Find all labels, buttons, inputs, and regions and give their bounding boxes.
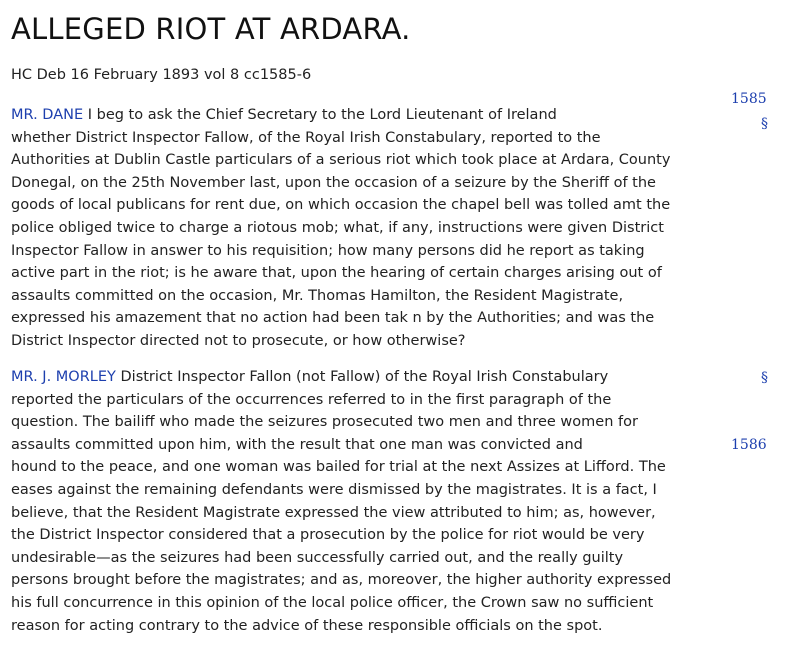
speech-line: MR. J. MORLEY District Inspector Fallon (not Fallow) of the Royal Irish Constabulary: [11, 369, 609, 385]
speech-line: assaults committed upon him, with the result that one man was convicted and: [11, 436, 583, 453]
speech-line: District Inspector directed not to prosecute, or how otherwise?: [11, 332, 466, 349]
speaker-link-morley[interactable]: MR. J. MORLEY: [11, 369, 116, 385]
speech-line: persons brought before the magistrates; and as, moreover, the higher authority expressed: [11, 572, 672, 589]
speech-line: police obliged twice to charge a riotous mob; what, if any, instructions were given District: [11, 219, 664, 236]
speech-line: whether District Inspector Fallow, of the Royal Irish Constabulary, reported to the: [11, 129, 601, 146]
speech-line: question. The bailiff who made the seizures prosecuted two men and three women for: [11, 414, 638, 431]
speech-line: the District Inspector considered that a prosecution by the police for riot would be very: [11, 527, 645, 544]
speech-line: expressed his amazement that no action had been tak n by the Authorities; and was the: [11, 310, 655, 327]
speech-line: MR. DANE I beg to ask the Chief Secretary to the Lord Lieutenant of Ireland: [11, 107, 557, 123]
column-marker-1586[interactable]: 1586: [731, 437, 767, 453]
section-link-icon[interactable]: §: [761, 370, 768, 386]
section-link-icon[interactable]: §: [761, 116, 768, 132]
page-title: ALLEGED RIOT AT ARDARA.: [11, 12, 411, 46]
speech-line: Inspector Fallow in answer to his requisition; how many persons did he report as taking: [11, 242, 645, 259]
speech-line: his full concurrence in this opinion of the local police officer, the Crown saw no sufficient: [11, 594, 654, 611]
speech-line: goods of local publicans for rent due, on which occasion the chapel bell was tolled amt the: [11, 197, 671, 214]
speech-line: undesirable—as the seizures had been successfully carried out, and the really guilty: [11, 549, 624, 566]
speech-line: hound to the peace, and one woman was bailed for trial at the next Assizes at Lifford. The: [11, 459, 666, 476]
speech-line: eases against the remaining defendants were dismissed by the magistrates. It is a fact, I: [11, 481, 657, 498]
speech-line: reason for acting contrary to the advice of these responsible officials on the spot.: [11, 617, 603, 634]
speech-dane: [11, 104, 771, 353]
debate-citation: HC Deb 16 February 1893 vol 8 cc1585-6: [11, 67, 312, 83]
speaker-link-dane[interactable]: MR. DANE: [11, 107, 84, 123]
speech-line: believe, that the Resident Magistrate expressed the view attributed to him; as, however,: [11, 504, 656, 521]
speech-morley: [11, 366, 771, 637]
speech-line: Donegal, on the 25th November last, upon the occasion of a seizure by the Sheriff of the: [11, 174, 656, 191]
speech-line: active part in the riot; is he aware that, upon the hearing of certain charges arising out of: [11, 265, 662, 282]
speech-line: assaults committed on the occasion, Mr. Thomas Hamilton, the Resident Magistrate,: [11, 287, 624, 304]
column-marker-1585[interactable]: 1585: [731, 91, 767, 107]
speech-line: Authorities at Dublin Castle particulars of a serious riot which took place at Ardara, County: [11, 152, 671, 169]
speech-line: reported the particulars of the occurrences referred to in the first paragraph of the: [11, 391, 612, 408]
